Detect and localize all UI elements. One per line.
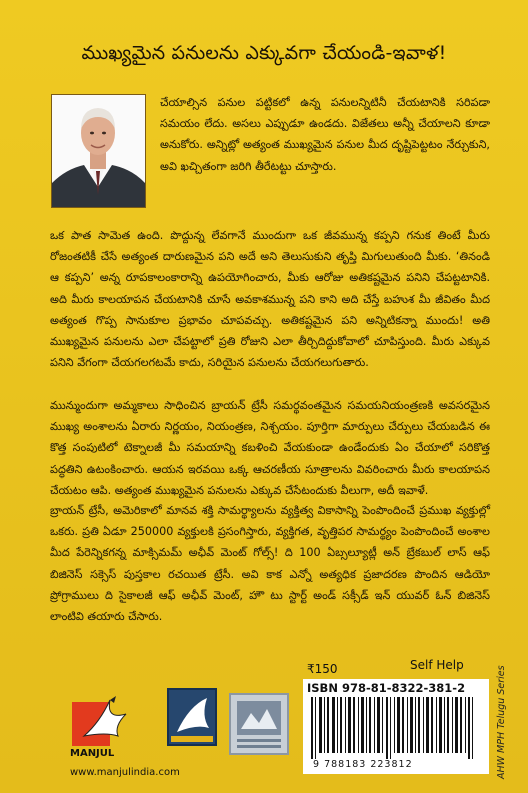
barcode-icon bbox=[309, 697, 483, 759]
barcode-block bbox=[303, 679, 489, 774]
stamp-logo-icon bbox=[229, 693, 289, 755]
category-label: Self Help bbox=[410, 658, 464, 672]
cover-title: ముఖ్యమైన పనులను ఎక్కువగా చేయండి-ఇవాళ! bbox=[81, 42, 447, 64]
publisher-website: www.manjulindia.com bbox=[70, 767, 180, 778]
manjul-bird-logo-icon bbox=[66, 692, 158, 754]
frog-paragraph: ఒక పాత సామెత ఉంది. పొద్దున్న లేవగానే ముందుగా ఒక జీవమున్న కప్పని గనుక తింటే మీరు రోజంతటికీ చేసే అత్యంత దారుణమైన పని అదే అని తెలుసుకుని తృప్తి మిగులుతుంది మీకు. ‘తినండి ఆ కప్పని’ అన్న రూపకాలంకారాన్ని ఉపయోగించారు, మీకు ఆరోజు అతికష్టమైన పనిని చేపట్టటానికి. అది మీరు కాలయాపన చేయటానికి చూసే అవకాశమున్న పని కాని అది చేస్తే బహుశ మీ జీవితం మీద అత్యంత గొప్ప సానుకూల ప్రభావం చూపవచ్చు. అతికష్టమైన పని అన్నిటికన్నా ముందు! అతి ముఖ్యమైన పనులను ఎలా చేపట్టాలో ప్రతి రోజుని ఎలా తీర్చిదిద్దుకోవాలో చూపిస్తుంది. మీరు ఎక్కువ పనిని వేగంగా చేయగలగటమే కాదు, సరియైన పనులను చేయగలుగుతారు. bbox=[50, 229, 490, 370]
series-label: AHW MPH Telugu Series bbox=[496, 665, 507, 779]
price-label: ₹150 bbox=[307, 662, 338, 676]
isbn-text: ISBN 978-81-8322-381-2 bbox=[307, 681, 466, 695]
barcode-number: 9 788183 223812 bbox=[313, 759, 413, 770]
principles-paragraph: మున్ముందుగా అమ్మకాలు సాధించిన బ్రాయన్ ట్రేసీ సమర్థవంతమైన సమయనియంత్రణకి అవసరమైన ముఖ్య అంశాలను ఏరారు నిర్ణయం, నియంత్రణ, నిశ్చయం. పూర్తిగా మార్పులు చేర్పులు చేయబడిన ఈ కొత్త సంపుటిలో టెక్నాలజీ మీ సమయాన్ని కబళించి వేయకుండా ఉండేందుకు ఏం చేయాలో సరికొత్త పద్ధతిని ఉటంకించారు. ఆయన ఇరవయి ఒక్క ఆచరణీయ సూత్రాలను వివరించారు మీరు కాలయాపన చేయటం ఆపి. అత్యంత ముఖ్యమైన పనులను ఎక్కువ చేసేటందుకు వీలుగా, అదీ ఇవాళే. bbox=[50, 399, 490, 497]
author-photo bbox=[51, 94, 146, 208]
intro-paragraph: చేయాల్సిన పనుల పట్టికలో ఉన్న పనులన్నిటినీ చేయటానికి సరిపడా సమయం లేదు. అసలు ఎప్పుడూ ఉండదు. విజేతలు అన్నీ చేయాలని కూడా అనుకోరు. అన్నిట్లో అత్యంత ముఖ్యమైన పనుల మీద దృష్టిపెట్టటం నేర్చుకుని, అవి ఖచ్చితంగా జరిగి తీరేటట్టు చూస్తారు. bbox=[160, 96, 490, 173]
author-bio-paragraph: బ్రాయన్ ట్రేసీ, అమెరికాలో మానవ శక్తి సామర్థ్యాలను వ్యక్తిత్వ వికాసాన్ని పెంపొందించే ప్రముఖ వ్యక్తుల్లో ఒకరు. ప్రతి ఏడూ 250000 వ్యక్తులకి ప్రసంగిస్తారు, వ్యక్తిగత, వృత్తిపర సామర్థ్యం పెంపొందించే అంశాల మీద పేరెన్నికగన్న మాక్సిమమ్ అఛీవ్ మెంట్ గోల్స్! ది 100 ఏబ్సల్యూట్లీ అన్ బ్రేకబుల్ లాస్ ఆఫ్ బిజినెస్ సక్సెస్ పుస్తకాల రచయిత ట్రేసీ. అవి కాక ఎన్నో అత్యధిక ప్రజాదరణ పొందిన ఆడియో ప్రోగ్రాములు ది సైకాలజీ ఆఫ్ అఛీవ్ మెంట్, హౌ టు స్టార్ట్ అండ్ సక్సీడ్ ఇన్ యువర్ ఓన్ బిజినెస్ లాంటివి తయారు చేసారు. bbox=[50, 504, 490, 624]
publisher-name: MANJUL bbox=[70, 748, 115, 759]
publisher-seal-icon bbox=[167, 688, 217, 746]
